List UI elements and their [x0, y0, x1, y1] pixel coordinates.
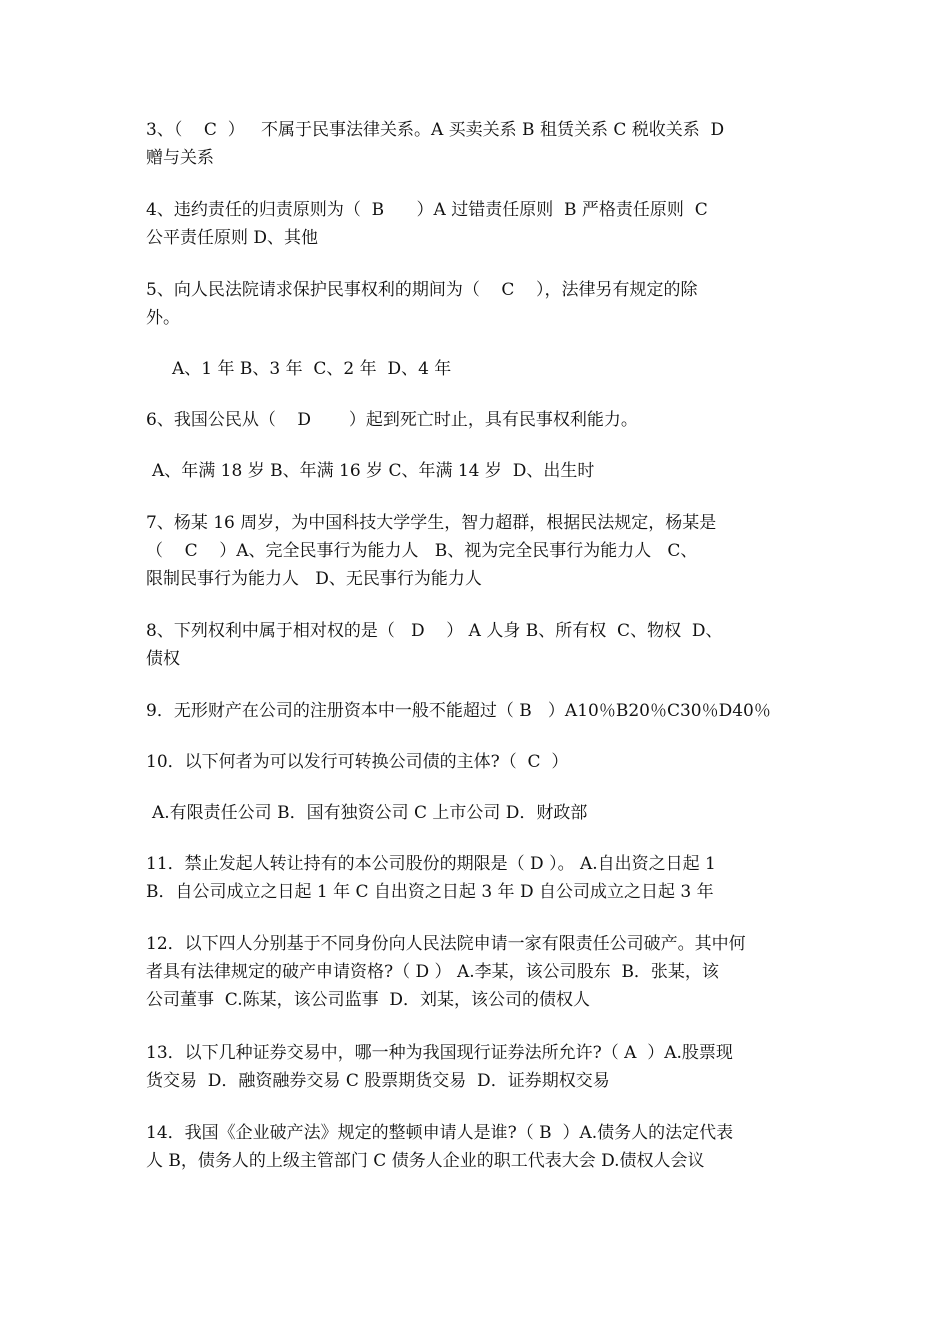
question-line: 3、（ C ） 不属于民事法律关系。A 买卖关系 B 租赁关系 C 税收关系 D — [146, 120, 725, 140]
question-7 — [146, 509, 812, 593]
question-8 — [146, 617, 812, 673]
question-5 — [146, 276, 812, 332]
question-3 — [146, 116, 812, 172]
question-line: （ C ）A、完全民事行为能力人 B、视为完全民事行为能力人 C、 — [146, 541, 698, 561]
question-line: 公司董事 C.陈某，该公司监事 D．刘某，该公司的债权人 — [146, 990, 591, 1010]
question-12 — [146, 930, 812, 1014]
question-9 — [146, 697, 812, 725]
question-line: B．自公司成立之日起 1 年 C 自出资之日起 3 年 D 自公司成立之日起 3 年 — [146, 882, 714, 902]
question-6 — [146, 406, 812, 434]
question-10-options: A.有限责任公司 B．国有独资公司 C 上市公司 D．财政部 — [152, 803, 588, 823]
question-line: 13．以下几种证券交易中，哪一种为我国现行证券法所允许?（ A ）A.股票现 — [146, 1043, 733, 1063]
question-4 — [146, 196, 812, 252]
question-line: 9．无形财产在公司的注册资本中一般不能超过（ B ）A10％B20％C30％D40％ — [146, 701, 771, 721]
question-line: 10．以下何者为可以发行可转换公司债的主体?（ C ） — [146, 752, 569, 772]
question-line: 外。 — [146, 308, 180, 328]
question-line: 6、我国公民从（ D ）起到死亡时止，具有民事权利能力。 — [146, 410, 638, 430]
question-line: 11．禁止发起人转让持有的本公司股份的期限是（ D ）。 A.自出资之日起 1 — [146, 854, 716, 874]
question-line: 公平责任原则 D、其他 — [146, 228, 319, 248]
question-line: 债权 — [146, 649, 180, 669]
question-line: 限制民事行为能力人 D、无民事行为能力人 — [146, 569, 482, 589]
question-line: 赠与关系 — [146, 148, 214, 168]
question-13 — [146, 1039, 812, 1095]
question-line: 12．以下四人分别基于不同身份向人民法院申请一家有限责任公司破产。其中何 — [146, 934, 746, 954]
question-line: 14．我国《企业破产法》规定的整顿申请人是谁?（ B ）A.债务人的法定代表 — [146, 1123, 734, 1143]
question-10 — [146, 748, 812, 776]
question-line: 8、下列权利中属于相对权的是（ D ） A 人身 B、所有权 C、物权 D、 — [146, 621, 723, 641]
question-line: 货交易 D．融资融券交易 C 股票期货交易 D．证券期权交易 — [146, 1071, 610, 1091]
question-line: 人 B，债务人的上级主管部门 C 债务人企业的职工代表大会 D.债权人会议 — [146, 1151, 705, 1171]
question-line: 7、杨某 16 周岁，为中国科技大学学生，智力超群，根据民法规定，杨某是 — [146, 513, 717, 533]
question-line: 5、向人民法院请求保护民事权利的期间为（ C ），法律另有规定的除 — [146, 280, 698, 300]
question-11 — [146, 850, 812, 906]
question-line: 4、违约责任的归责原则为（ B ）A 过错责任原则 B 严格责任原则 C — [146, 200, 708, 220]
question-5-options: A、1 年 B、3 年 C、2 年 D、4 年 — [172, 359, 452, 379]
question-6-options: A、年满 18 岁 B、年满 16 岁 C、年满 14 岁 D、出生时 — [152, 461, 595, 481]
question-14 — [146, 1119, 812, 1175]
question-line: 者具有法律规定的破产申请资格?（ D ） A.李某，该公司股东 B．张某，该 — [146, 962, 719, 982]
